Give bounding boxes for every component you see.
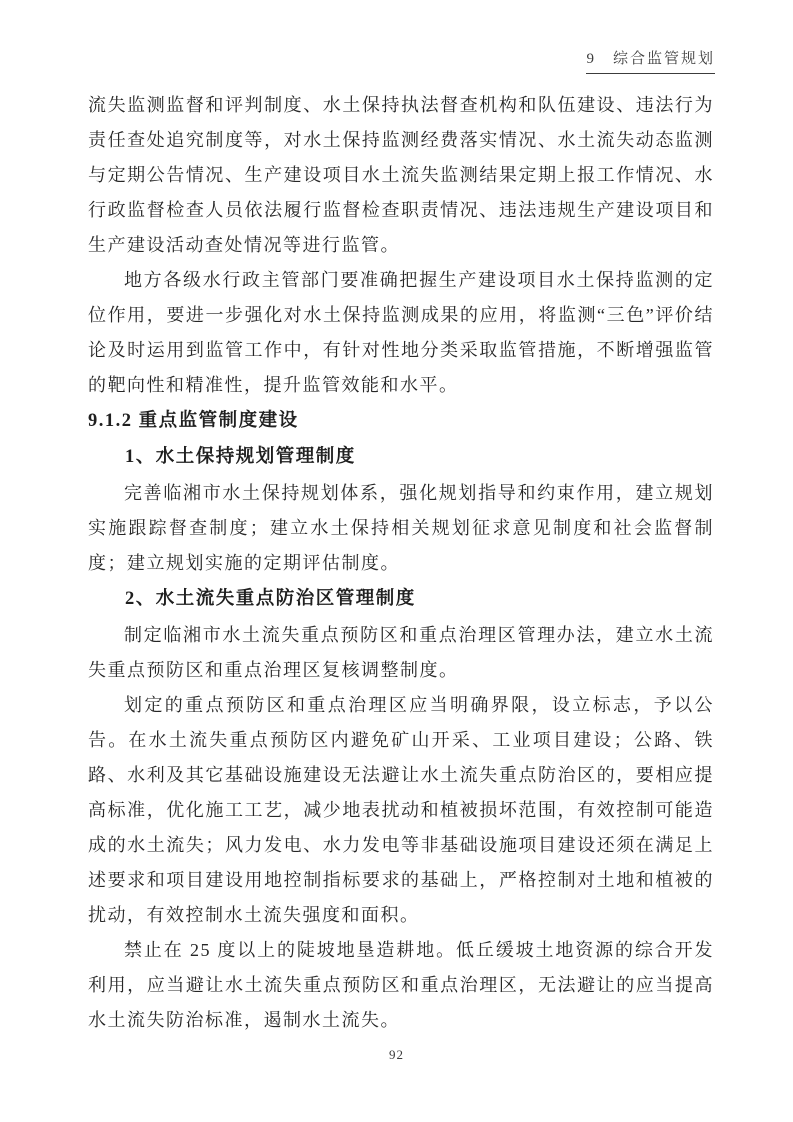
document-body — [88, 88, 714, 1038]
section-heading: 9.1.2 重点监管制度建设 — [88, 411, 299, 431]
paragraph: 完善临湘市水土保持规划体系，强化规划指导和约束作用，建立规划实施跟踪督查制度；建立水土保持相关规划征求意见制度和社会监督制度；建立规划实施的定期评估制度。 — [88, 483, 714, 573]
subsection-heading-2: 2、水土流失重点防治区管理制度 — [125, 589, 416, 609]
page-header — [88, 50, 715, 74]
paragraph: 禁止在 25 度以上的陡坡地垦造耕地。低丘缓坡土地资源的综合开发利用，应当避让水土流失重点预防区和重点治理区，无法避让的应当提高水土流失防治标准，遏制水土流失。 — [88, 940, 714, 1030]
paragraph: 地方各级水行政主管部门要准确把握生产建设项目水土保持监测的定位作用，要进一步强化对水土保持监测成果的应用，将监测“三色”评价结论及时运用到监管工作中，有针对性地分类采取监管措施，不断增强监管的靶向性和精准性，提升监管效能和水平。 — [88, 270, 714, 395]
paragraph-continued: 流失监测监督和评判制度、水土保持执法督查机构和队伍建设、违法行为责任查处追究制度等，对水土保持监测经费落实情况、水土流失动态监测与定期公告情况、生产建设项目水土流失监测结果定期上报工作情况、水行政监督检查人员依法履行监督检查职责情况、违法违规生产建设项目和生产建设活动查处情况等进行监管。 — [88, 95, 714, 255]
header-chapter-title: 9 综合监管规划 — [586, 50, 715, 74]
paragraph: 划定的重点预防区和重点治理区应当明确界限，设立标志，予以公告。在水土流失重点预防区内避免矿山开采、工业项目建设；公路、铁路、水利及其它基础设施建设无法避让水土流失重点防治区的，要相应提高标准，优化施工工艺，减少地表扰动和植被损坏范围，有效控制可能造成的水土流失；风力发电、水力发电等非基础设施项目建设还须在满足上述要求和项目建设用地控制指标要求的基础上，严格控制对土地和植被的扰动，有效控制水土流失强度和面积。 — [88, 695, 714, 925]
subsection-heading-1: 1、水土保持规划管理制度 — [125, 447, 356, 467]
paragraph: 制定临湘市水土流失重点预防区和重点治理区管理办法，建立水土流失重点预防区和重点治理区复核调整制度。 — [88, 625, 714, 680]
page-number: 92 — [389, 1047, 404, 1062]
page-footer — [0, 1046, 793, 1064]
